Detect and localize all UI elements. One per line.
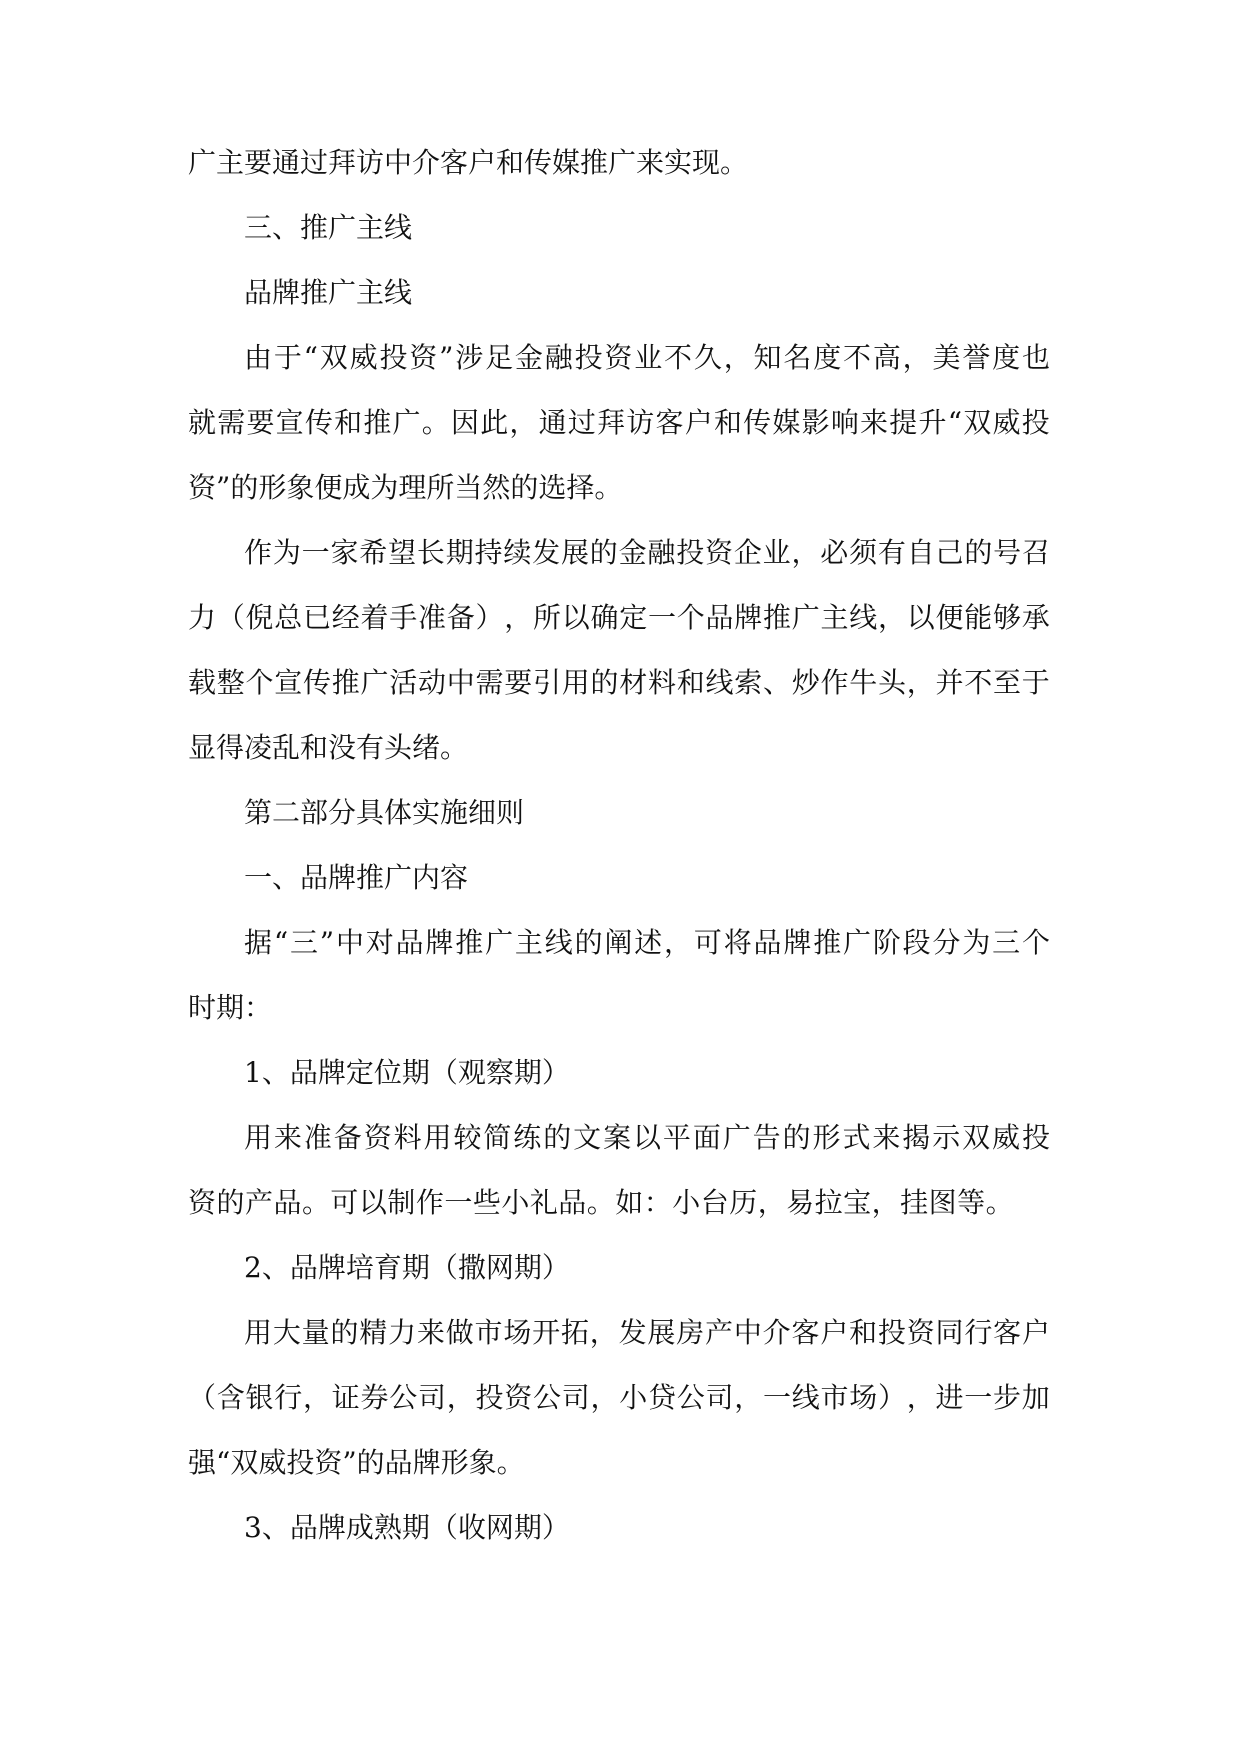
paragraph-line: 用 来 准 备 资 料 用 较 简 练 的 文 案 以 平 面 广 告 的 形 式 来 揭 示 双 威 投 (244, 1121, 1050, 1154)
period-heading: 2、品牌培育期（撒网期） (244, 1251, 570, 1284)
paragraph-line: 据 “ 三 ” 中 对 品 牌 推 广 主 线 的 阐 述 ， 可 将 品 牌 推 广 阶 段 分 为 三 个 (244, 926, 1050, 959)
paragraph-line: 广主要通过拜访中介客户和传媒推广来实现。 (188, 146, 749, 179)
paragraph-line: 显得凌乱和没有头绪。 (188, 731, 469, 764)
paragraph-line: 就 需 要 宣 传 和 推 广 。 因 此 ， 通 过 拜 访 客 户 和 传 媒 影 响 来 提 升 “ 双 威 投 (188, 406, 1050, 439)
paragraph-line: 资 的 产 品 。 可 以 制 作 一 些 小 礼 品 。 如 ： 小 台 历 ， 易 拉 宝 ， 挂 图 等 。 (188, 1186, 1014, 1219)
part-heading: 第二部分具体实施细则 (244, 796, 525, 829)
paragraph-line: 作 为 一 家 希 望 长 期 持 续 发 展 的 金 融 投 资 企 业 ， 必 须 有 自 己 的 号 召 (244, 536, 1050, 569)
paragraph-line: （ 含 银 行 ， 证 券 公 司 ， 投 资 公 司 ， 小 贷 公 司 ， 一 线 市 场 ） ， 进 一 步 加 (188, 1381, 1050, 1414)
paragraph-line: 载 整 个 宣 传 推 广 活 动 中 需 要 引 用 的 材 料 和 线 索 、 炒 作 牛 头 ， 并 不 至 于 (188, 666, 1050, 699)
period-heading: 1、品牌定位期（观察期） (244, 1056, 570, 1089)
section-heading: 三、推广主线 (244, 211, 413, 244)
paragraph-line: 时期： (188, 991, 273, 1024)
paragraph-line: 由 于 “ 双 威 投 资 ” 涉 足 金 融 投 资 业 不 久 ， 知 名 度 不 高 ， 美 誉 度 也 (244, 341, 1050, 374)
period-heading: 3、品牌成熟期（收网期） (244, 1511, 570, 1544)
section-heading: 一、品牌推广内容 (244, 861, 469, 894)
paragraph-line: 资”的形象便成为理所当然的选择。 (188, 471, 623, 504)
paragraph-line: 强“双威投资”的品牌形象。 (188, 1446, 525, 1479)
paragraph-line: 力 （ 倪 总 已 经 着 手 准 备 ） ， 所 以 确 定 一 个 品 牌 推 广 主 线 ， 以 便 能 够 承 (188, 601, 1050, 634)
paragraph-line: 用 大 量 的 精 力 来 做 市 场 开 拓 ， 发 展 房 产 中 介 客 户 和 投 资 同 行 客 户 (244, 1316, 1050, 1349)
subsection-heading: 品牌推广主线 (244, 276, 413, 309)
